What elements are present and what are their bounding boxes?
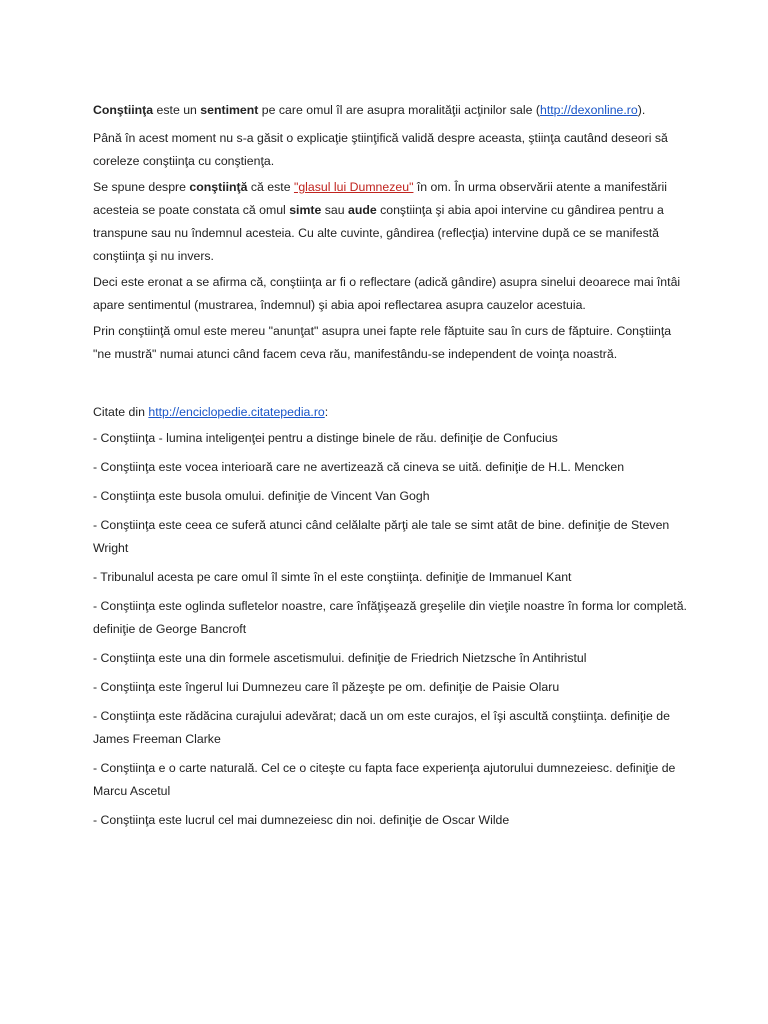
quote-item: - Conştiinţa este rădăcina curajului adevărat; dacă un om este curajos, el îşi ascultă conştiinţa. definiţie de James Freeman Clarke [93,709,670,746]
text-span: pe care omul îl are asupra moralităţii acţinilor sale ( [258,103,540,117]
term-aude: aude [347,203,377,217]
quote-item: - Conştiinţa - lumina inteligenţei pentru a distinge binele de rău. definiţie de Confucius [93,431,558,445]
paragraph-explanation: Până în acest moment nu s-a găsit o explicaţie ştiinţifică validă despre aceasta, ştiinţa cautând deseori să coreleze conştiinţa cu conştienţa. [93,131,668,168]
term-simte: simte [289,203,322,217]
text-span: Citate din [93,405,149,419]
quote-item: - Conştiinţa este îngerul lui Dumnezeu care îl păzeşte pe om. definiţie de Paisie Olaru [93,680,560,694]
text-span: sau [321,203,348,217]
dexonline-link[interactable]: http://dexonline.ro [539,103,638,117]
quote-item: - Conştiinţa este ceea ce suferă atunci când celălalte părţi ale tale se simt atât de bine. definiţie de Steven Wright [93,518,670,555]
quotes-list [93,427,688,832]
term-constiinta-bold: conştiinţă [189,180,248,194]
quote-item: - Conştiinţa este vocea interioară care ne avertizează că cineva se uită. definiţie de H.L. Mencken [93,460,625,474]
quote-item: - Conştiinţa este lucrul cel mai dumnezeiesc din noi. definiţie de Oscar Wilde [93,813,510,827]
quote-item: - Conştiinţa este busola omului. definiţie de Vincent Van Gogh [93,489,430,503]
citations-heading [93,401,688,424]
paragraph-voice-of-god [93,176,688,268]
paragraph-reflection: Deci este eronat a se afirma că, conştiinţa ar fi o reflectare (adică gândire) asupra sinelui deoarece mai întâi apare sentimentul (mustrarea, îndemnul) şi abia apoi reflectarea asupra cauzelor acestuia. [93,275,681,312]
quote-item: - Conştiinţa e o carte naturală. Cel ce o citeşte cu fapta face experienţa ajutorului dumnezeiesc. definiţie de Marcu Ascetul [93,761,676,798]
citatepedia-link[interactable]: http://enciclopedie.citatepedia.ro [148,405,325,419]
paragraph-announcement: Prin conştiinţă omul este mereu "anunţat" asupra unei fapte rele făptuite sau în curs de făptuire. Conştiinţa "ne mustră" numai atunci când facem ceva rău, manifestându-se independent de voinţa noastră. [93,324,672,361]
text-span: că este [247,180,294,194]
term-constiinta: Conştiinţa [93,103,154,117]
quote-item: - Conştiinţa este oglinda sufletelor noastre, care înfăţişează greşelile din vieţile noastre în forma lor completă. definiţie de George Bancroft [93,599,687,636]
paragraph-definition [93,99,688,122]
text-span: este un [153,103,201,117]
term-sentiment: sentiment [200,103,259,117]
text-span: : [324,405,329,419]
glasul-lui-dumnezeu-link[interactable]: "glasul lui Dumnezeu" [293,180,414,194]
text-span: ). [637,103,646,117]
text-span: Se spune despre [93,180,190,194]
text-span: în om. În urma observării atente a manifestării acesteia se poate constata că omul [93,180,668,217]
quote-item: - Conştiinţa este una din formele ascetismului. definiţie de Friedrich Nietzsche în Antihristul [93,651,587,665]
text-span: conştiinţa şi abia apoi intervine cu gândirea pentru a transpune sau nu îndemnul acesteia. Cu alte cuvinte, gândirea (reflecţia) intervine după ce se manifestă conştiinţa şi nu invers. [93,203,664,263]
quote-item: - Tribunalul acesta pe care omul îl simte în el este conştiinţa. definiţie de Immanuel Kant [93,570,572,584]
